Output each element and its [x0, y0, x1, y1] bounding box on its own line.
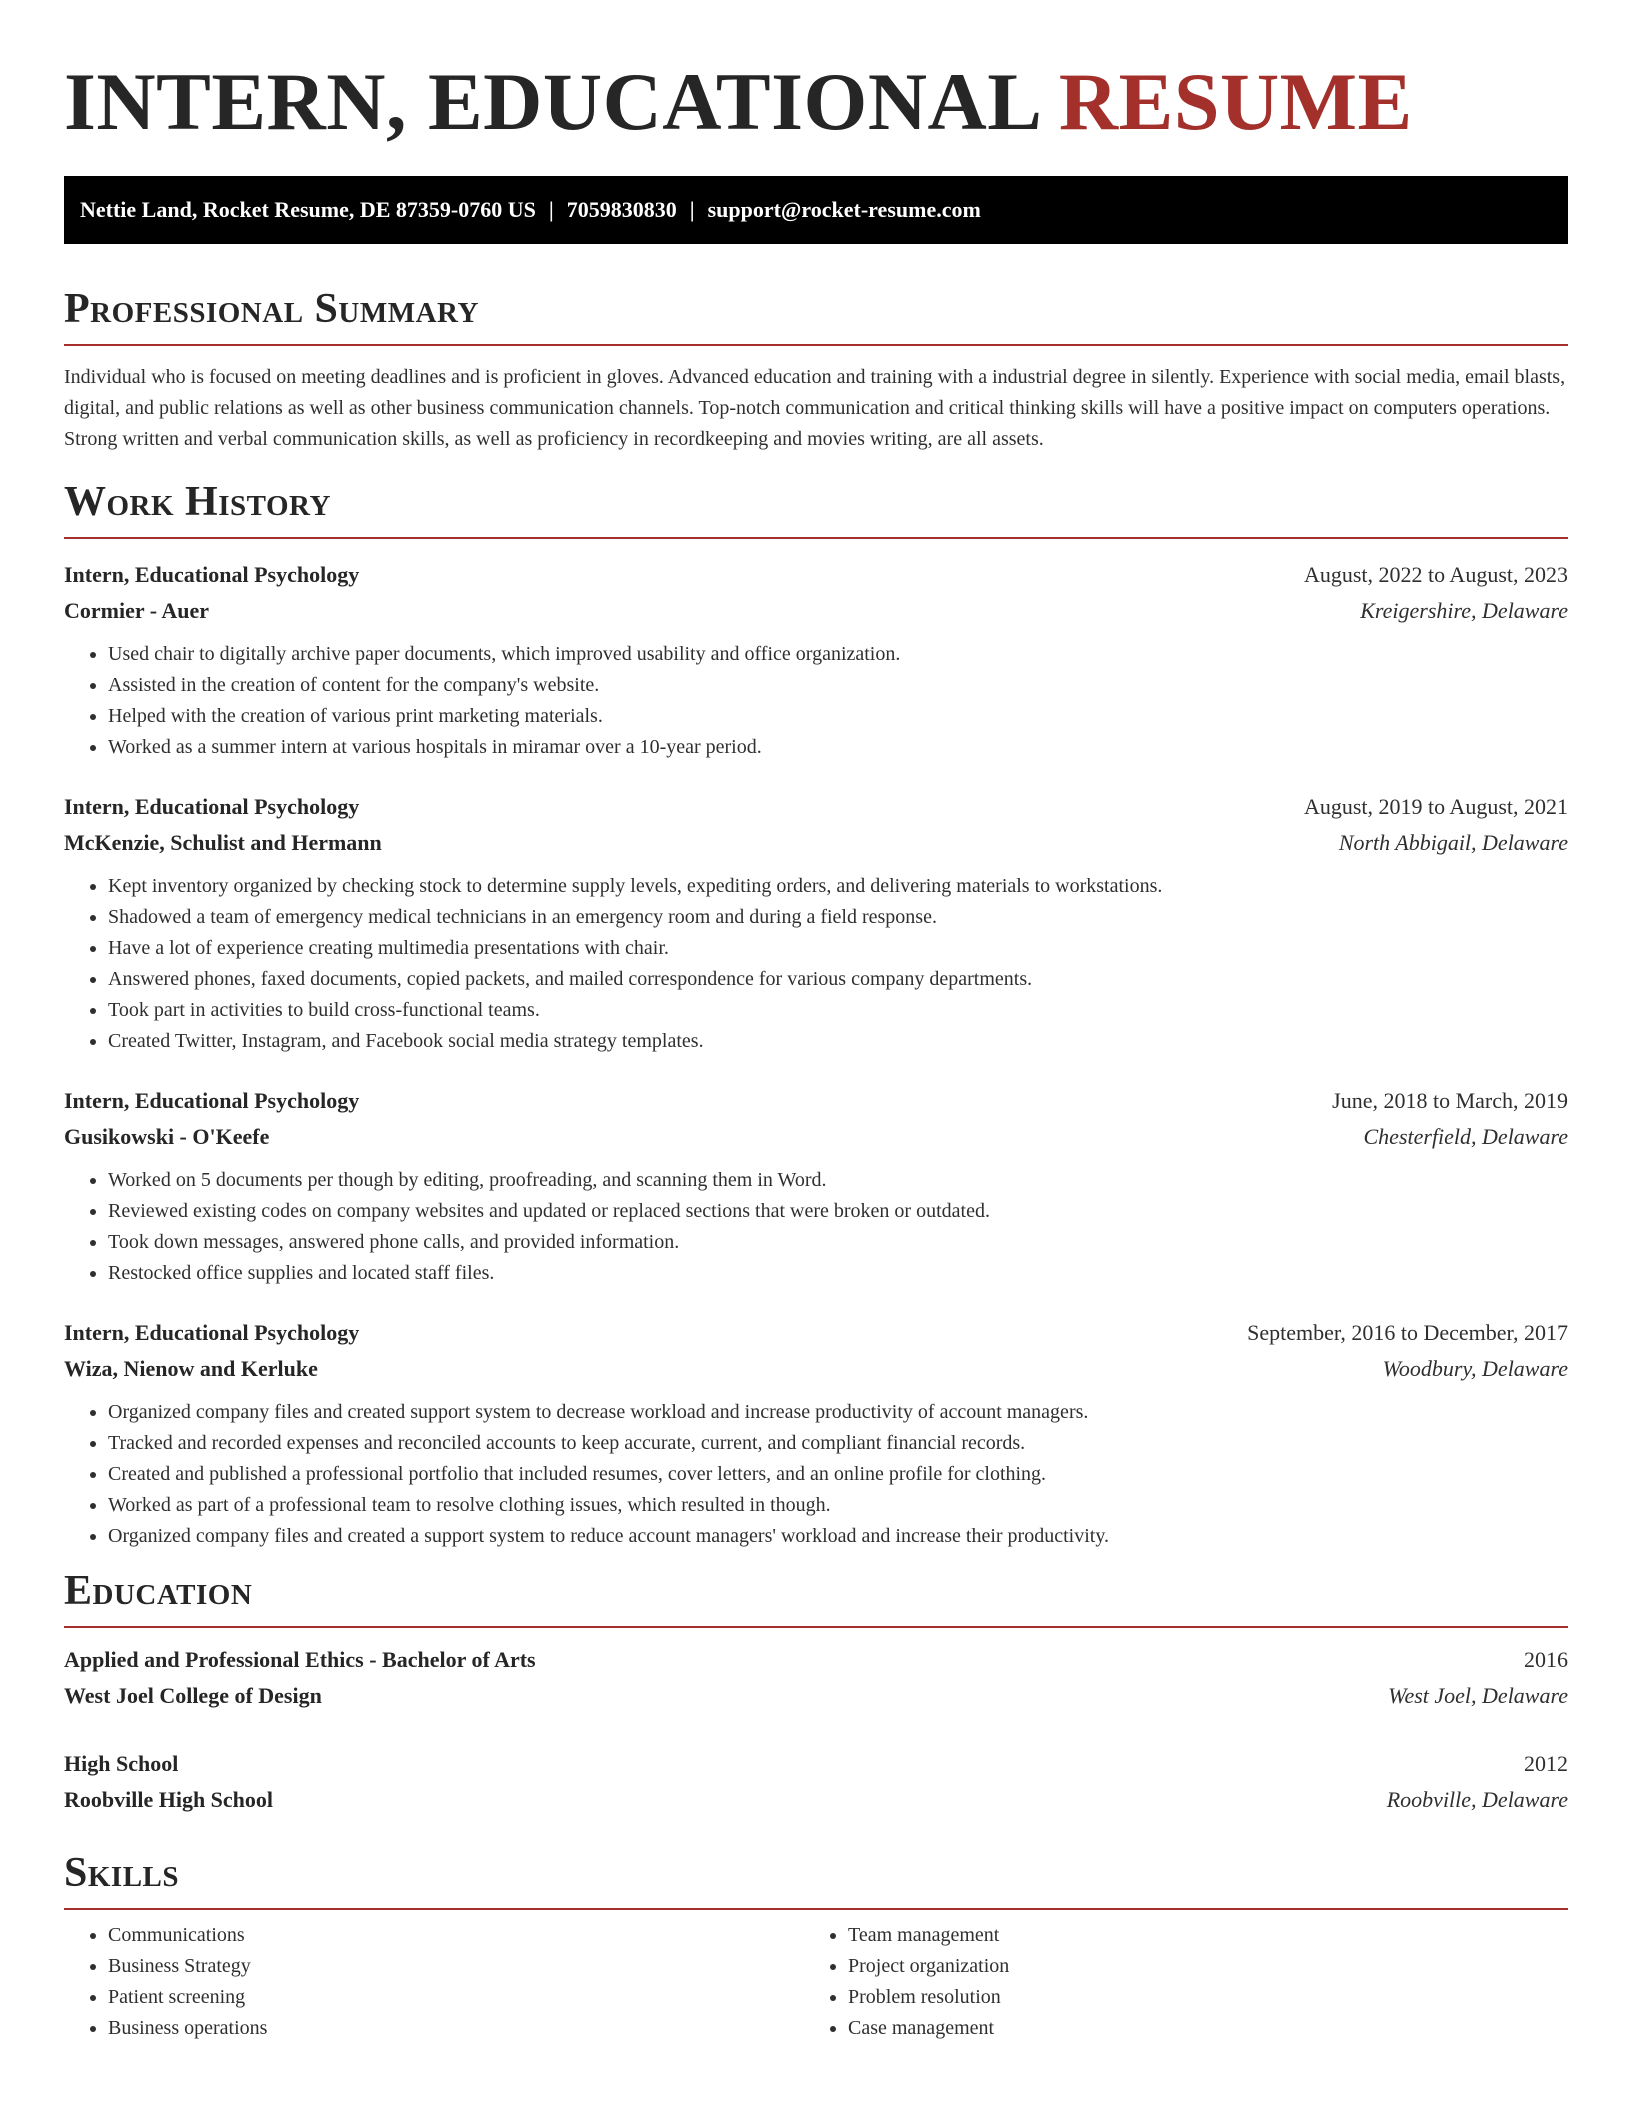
education-degree: High School: [64, 1751, 179, 1776]
education-header-row: [64, 1746, 1568, 1782]
skill-item: • Communications: [108, 1920, 804, 1951]
resume-title-main: INTERN, EDUCATIONAL: [64, 56, 1038, 147]
job-bullet: • Shadowed a team of emergency medical technicians in an emergency room and during a field response.: [108, 902, 1568, 933]
skills-list-right: [804, 1920, 1544, 2044]
job-bullets: [64, 639, 1568, 763]
job-bullet: • Kept inventory organized by checking stock to determine supply levels, expediting orders, and delivering materials to workstations.: [108, 871, 1568, 902]
job-entry: [64, 557, 1568, 763]
resume-title-accent: RESUME: [1058, 56, 1413, 147]
job-company: Gusikowski - O'Keefe: [64, 1124, 270, 1149]
skills-columns: [64, 1910, 1568, 2044]
job-bullets: [64, 1165, 1568, 1289]
job-bullet: • Worked as a summer intern at various hospitals in miramar over a 10-year period.: [108, 732, 1568, 763]
job-bullet: • Restocked office supplies and located staff files.: [108, 1258, 1568, 1289]
job-bullets: [64, 1397, 1568, 1552]
education-school: Roobville High School: [64, 1787, 274, 1812]
contact-address: Nettie Land, Rocket Resume, DE 87359-0760 US: [80, 197, 536, 222]
job-location: Woodbury, Delaware: [1382, 1356, 1568, 1381]
contact-separator: |: [689, 197, 695, 222]
education-header-row: [64, 1642, 1568, 1678]
section-divider: [64, 537, 1568, 539]
job-bullet: • Took down messages, answered phone calls, and provided information.: [108, 1227, 1568, 1258]
skill-item: • Case management: [848, 2013, 1544, 2044]
education-year: 2016: [1524, 1647, 1568, 1672]
job-bullet: • Answered phones, faxed documents, copied packets, and mailed correspondence for various company departments.: [108, 964, 1568, 995]
skills-list-left: [64, 1920, 804, 2044]
job-location: Kreigershire, Delaware: [1360, 598, 1568, 623]
education-school-row: [64, 1782, 1568, 1818]
education-degree: Applied and Professional Ethics - Bachelor of Arts: [64, 1647, 536, 1672]
skill-item: • Patient screening: [108, 1982, 804, 2013]
job-entry: [64, 789, 1568, 1057]
contact-email: support@rocket-resume.com: [707, 197, 981, 222]
education-school: West Joel College of Design: [64, 1683, 322, 1708]
job-entry: [64, 1315, 1568, 1552]
job-bullet: • Used chair to digitally archive paper documents, which improved usability and office organization.: [108, 639, 1568, 670]
job-header-row: [64, 557, 1568, 593]
job-header-row: [64, 1315, 1568, 1351]
job-company: Cormier - Auer: [64, 598, 209, 623]
job-company: Wiza, Nienow and Kerluke: [64, 1356, 318, 1381]
skill-item: • Business Strategy: [108, 1951, 804, 1982]
summary-heading: Professional Summary: [64, 286, 479, 332]
job-bullet: • Organized company files and created support system to decrease workload and increase productivity of account managers.: [108, 1397, 1568, 1428]
resume-title: [64, 0, 1568, 152]
job-bullet: • Helped with the creation of various print marketing materials.: [108, 701, 1568, 732]
skill-item: • Problem resolution: [848, 1982, 1544, 2013]
work-history-section: [64, 477, 1568, 1552]
job-company-row: [64, 1351, 1568, 1387]
contact-separator: |: [548, 197, 554, 222]
education-section: [64, 1566, 1568, 1818]
job-header-row: [64, 789, 1568, 825]
skill-item: • Business operations: [108, 2013, 804, 2044]
contact-phone: 7059830830: [566, 197, 677, 222]
skill-item: • Project organization: [848, 1951, 1544, 1982]
job-header-row: [64, 1083, 1568, 1119]
skills-heading: Skills: [64, 1850, 180, 1896]
job-location: North Abbigail, Delaware: [1338, 830, 1568, 855]
job-company-row: [64, 825, 1568, 861]
education-school-row: [64, 1678, 1568, 1714]
job-bullet: • Created and published a professional portfolio that included resumes, cover letters, and an online profile for clothing.: [108, 1459, 1568, 1490]
job-bullet: • Worked as part of a professional team to resolve clothing issues, which resulted in though.: [108, 1490, 1568, 1521]
job-bullet: • Worked on 5 documents per though by editing, proofreading, and scanning them in Word.: [108, 1165, 1568, 1196]
section-divider: [64, 1626, 1568, 1628]
skills-section: [64, 1848, 1568, 2044]
education-location: West Joel, Delaware: [1388, 1683, 1568, 1708]
education-location: Roobville, Delaware: [1386, 1787, 1568, 1812]
job-dates: August, 2019 to August, 2021: [1303, 794, 1568, 819]
work-history-heading: Work History: [64, 479, 331, 525]
job-bullet: • Reviewed existing codes on company websites and updated or replaced sections that were broken or outdated.: [108, 1196, 1568, 1227]
job-company-row: [64, 1119, 1568, 1155]
job-bullet: • Tracked and recorded expenses and reconciled accounts to keep accurate, current, and compliant financial records.: [108, 1428, 1568, 1459]
job-location: Chesterfield, Delaware: [1363, 1124, 1568, 1149]
job-company: McKenzie, Schulist and Hermann: [64, 830, 382, 855]
resume-page: [64, 0, 1568, 2044]
job-title: Intern, Educational Psychology: [64, 562, 360, 587]
education-year: 2012: [1524, 1751, 1568, 1776]
job-bullets: [64, 871, 1568, 1057]
job-dates: September, 2016 to December, 2017: [1247, 1320, 1568, 1345]
job-dates: August, 2022 to August, 2023: [1303, 562, 1568, 587]
job-title: Intern, Educational Psychology: [64, 1088, 360, 1113]
job-entry: [64, 1083, 1568, 1289]
job-dates: June, 2018 to March, 2019: [1332, 1088, 1568, 1113]
job-bullet: • Created Twitter, Instagram, and Facebook social media strategy templates.: [108, 1026, 1568, 1057]
skill-item: • Team management: [848, 1920, 1544, 1951]
education-heading: Education: [64, 1568, 253, 1614]
education-entry: [64, 1642, 1568, 1714]
job-bullet: • Have a lot of experience creating multimedia presentations with chair.: [108, 933, 1568, 964]
contact-bar: [64, 176, 1568, 244]
job-title: Intern, Educational Psychology: [64, 794, 360, 819]
education-entry: [64, 1746, 1568, 1818]
job-bullet: • Took part in activities to build cross-functional teams.: [108, 995, 1568, 1026]
job-company-row: [64, 593, 1568, 629]
job-bullet: • Organized company files and created a support system to reduce account managers' workload and increase their productivity.: [108, 1521, 1568, 1552]
job-title: Intern, Educational Psychology: [64, 1320, 360, 1345]
summary-text: Individual who is focused on meeting deadlines and is proficient in gloves. Advanced education and training with a industrial degree in silently. Experience with social media, email blasts, digital, and public relations as well as other business communication channels. Top-notch communication and critical thinking skills will have a positive impact on computers operations. Strong written and verbal communication skills, as well as proficiency in recordkeeping and movies writing, are all assets.: [64, 366, 1566, 450]
section-divider: [64, 344, 1568, 346]
summary-section: [64, 284, 1568, 455]
job-bullet: • Assisted in the creation of content for the company's website.: [108, 670, 1568, 701]
